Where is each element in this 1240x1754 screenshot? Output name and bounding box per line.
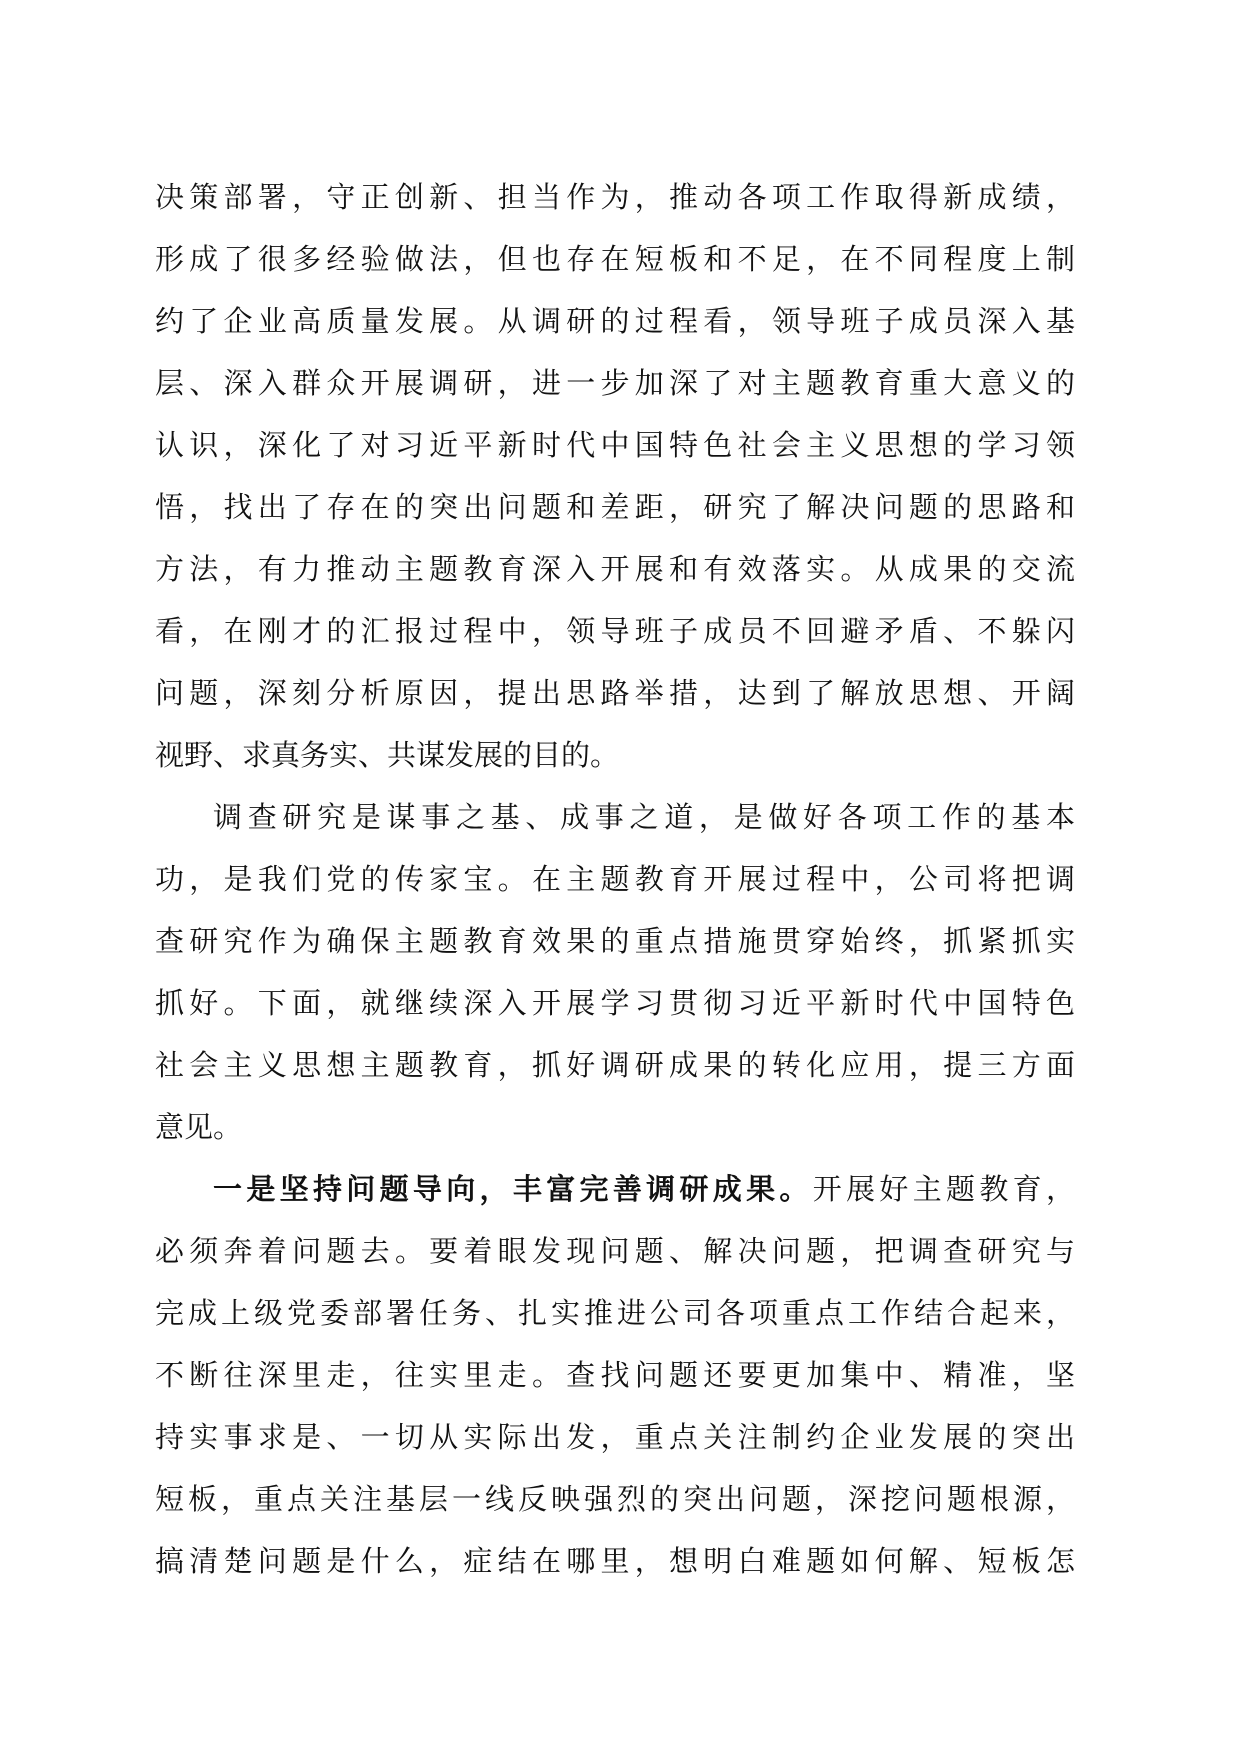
text-line: 形成了很多经验做法，但也存在短板和不足，在不同程度上制 [155, 242, 1075, 276]
text-line: 意见。 [155, 1110, 243, 1144]
text-line: 看，在刚才的汇报过程中，领导班子成员不回避矛盾、不躲闪 [155, 614, 1075, 648]
text-line: 持实事求是、一切从实际出发，重点关注制约企业发展的突出 [155, 1420, 1075, 1454]
heading-continuation: 开展好主题教育， [812, 1172, 1075, 1206]
text-line: 问题，深刻分析原因，提出思路举措，达到了解放思想、开阔 [155, 676, 1075, 710]
text-line: 短板，重点关注基层一线反映强烈的突出问题，深挖问题根源， [155, 1482, 1075, 1516]
text-line: 决策部署，守正创新、担当作为，推动各项工作取得新成绩， [155, 180, 1075, 214]
text-line: 社会主义思想主题教育，抓好调研成果的转化应用，提三方面 [155, 1048, 1075, 1082]
text-line: 认识，深化了对习近平新时代中国特色社会主义思想的学习领 [155, 428, 1075, 462]
text-line: 必须奔着问题去。要着眼发现问题、解决问题，把调查研究与 [155, 1234, 1075, 1268]
text-line: 搞清楚问题是什么，症结在哪里，想明白难题如何解、短板怎 [155, 1544, 1075, 1578]
text-line: 悟，找出了存在的突出问题和差距，研究了解决问题的思路和 [155, 490, 1075, 524]
text-line: 不断往深里走，往实里走。查找问题还要更加集中、精准，坚 [155, 1358, 1075, 1392]
text-line: 完成上级党委部署任务、扎实推进公司各项重点工作结合起来， [155, 1296, 1075, 1330]
text-line: 抓好。下面，就继续深入开展学习贯彻习近平新时代中国特色 [155, 986, 1075, 1020]
paragraph-heading: 一是坚持问题导向，丰富完善调研成果。 [213, 1172, 813, 1206]
text-line: 查研究作为确保主题教育效果的重点措施贯穿始终，抓紧抓实 [155, 924, 1075, 958]
text-line: 功，是我们党的传家宝。在主题教育开展过程中，公司将把调 [155, 862, 1075, 896]
paragraph-1 [155, 166, 1075, 786]
text-line: 约了企业高质量发展。从调研的过程看，领导班子成员深入基 [155, 304, 1075, 338]
paragraph-2 [155, 786, 1075, 1158]
text-line: 调查研究是谋事之基、成事之道，是做好各项工作的基本 [213, 800, 1075, 834]
text-line: 视野、求真务实、共谋发展的目的。 [155, 738, 620, 772]
body-text [155, 166, 1075, 1592]
paragraph-3 [155, 1158, 1075, 1592]
text-line: 方法，有力推动主题教育深入开展和有效落实。从成果的交流 [155, 552, 1075, 586]
text-line [155, 1158, 1075, 1220]
text-line: 层、深入群众开展调研，进一步加深了对主题教育重大意义的 [155, 366, 1075, 400]
